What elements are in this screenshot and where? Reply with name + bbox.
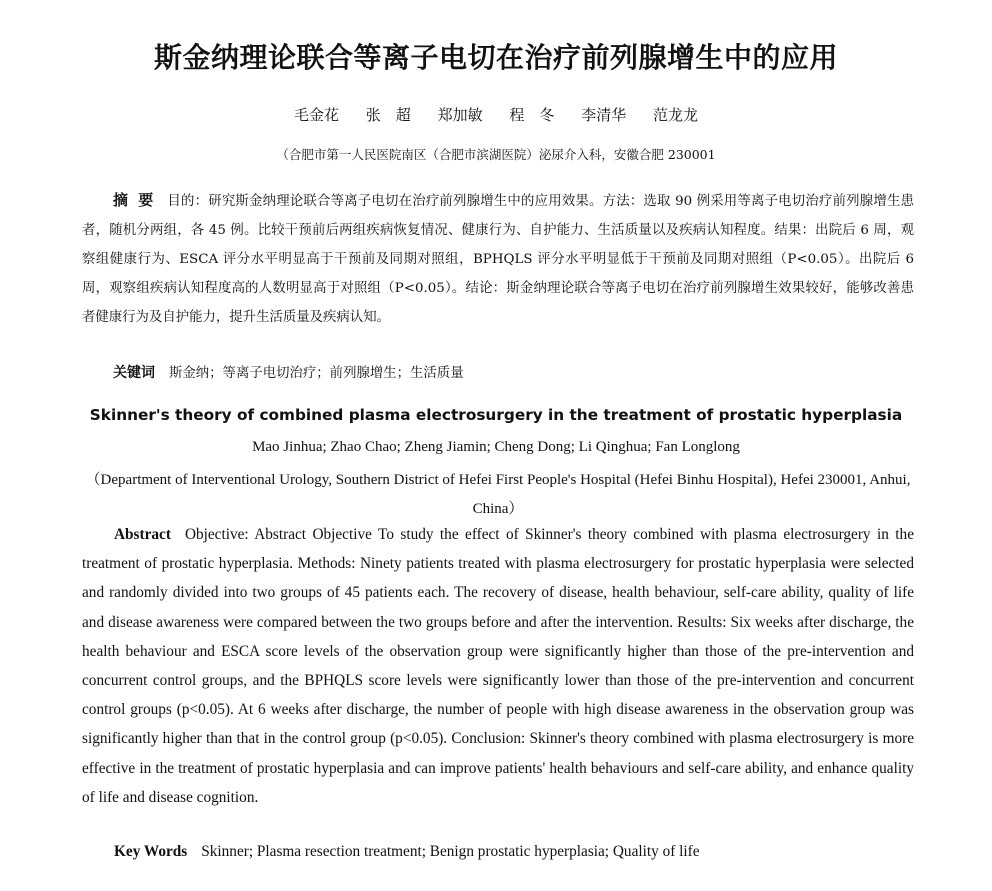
chinese-affiliation: （合肥市第一人民医院南区（合肥市滨湖医院）泌尿介入科，安徽合肥 230001 xyxy=(276,147,716,162)
chinese-author: 范龙龙 xyxy=(652,106,698,124)
english-keywords-label: Key Words xyxy=(114,843,188,860)
english-abstract-text: Objective: Abstract Objective To study the effect of Skinner's theory combined with plasma electrosurgery in the treatment of prostatic hyperplasia. Methods: Ninety patients treated with plasma electrosurgery for prostatic hyperplasia were selected and randomly divided into two groups of 45 patients each. The recovery of disease, health behaviour, self-care ability, quality of life and disease awareness were compared between the two groups before and after the intervention. Results: Six weeks after discharge, the health behaviour and ESCA score levels of the observation group were significantly higher than those of the pre-intervention and concurrent control groups, and the BPHQLS score levels were significantly lower than those of the pre-intervention and concurrent control groups (p<0.05). At 6 weeks after discharge, the number of people with high disease awareness in the observation group was significantly higher than that in the control group (p<0.05). Conclusion: Skinner's theory combined with plasma electrosurgery is more effective in the treatment of prostatic hyperplasia and can improve patients' health behaviours and self-care ability, and enhance quality of life and disease cognition. xyxy=(82,526,914,806)
chinese-author: 李清华 xyxy=(581,106,627,124)
english-authors: Mao Jinhua; Zhao Chao; Zheng Jiamin; Cheng Dong; Li Qinghua; Fan Longlong xyxy=(252,439,740,455)
chinese-author: 张 超 xyxy=(365,106,411,124)
chinese-title: 斯金纳理论联合等离子电切在治疗前列腺增生中的应用 xyxy=(153,41,838,74)
chinese-author: 程 冬 xyxy=(509,106,555,124)
english-keywords xyxy=(114,843,914,861)
english-abstract xyxy=(82,520,914,812)
english-abstract-label: Abstract xyxy=(114,526,171,543)
english-title: Skinner's theory of combined plasma electrosurgery in the treatment of prostatic hyperplasia xyxy=(89,406,903,424)
english-affiliation: （Department of Interventional Urology, Southern District of Hefei First People's Hospital (Hefei Binhu Hospital), Hefei 230001, Anhui, China） xyxy=(85,472,911,517)
chinese-authors xyxy=(0,104,992,125)
chinese-abstract-label: 摘要 xyxy=(113,191,164,209)
chinese-keywords xyxy=(113,362,913,382)
chinese-author: 毛金花 xyxy=(294,106,340,124)
chinese-abstract-text: 目的：研究斯金纳理论联合等离子电切在治疗前列腺增生中的应用效果。方法：选取 90 例采用等离子电切治疗前列腺增生患者，随机分两组，各 45 例。比较干预前后两组疾病恢复情况、健康行为、自护能力、生活质量以及疾病认知程度。结果：出院后 6 周，观察组健康行为、ESCA 评分水平明显高于干预前及同期对照组，BPHQLS 评分水平明显低于干预前及同期对照组（P<0.05）。出院后 6 周，观察组疾病认知程度高的人数明显高于对照组（P<0.05）。结论：斯金纳理论联合等离子电切在治疗前列腺增生效果较好，能够改善患者健康行为及自护能力，提升生活质量及疾病认知。 xyxy=(82,194,914,325)
chinese-keywords-label: 关键词 xyxy=(113,365,155,381)
chinese-abstract xyxy=(82,186,914,332)
chinese-keywords-text: 斯金纳；等离子电切治疗；前列腺增生；生活质量 xyxy=(169,366,464,381)
chinese-author: 郑加敏 xyxy=(437,106,483,124)
english-keywords-text: Skinner; Plasma resection treatment; Benign prostatic hyperplasia; Quality of life xyxy=(201,843,700,860)
